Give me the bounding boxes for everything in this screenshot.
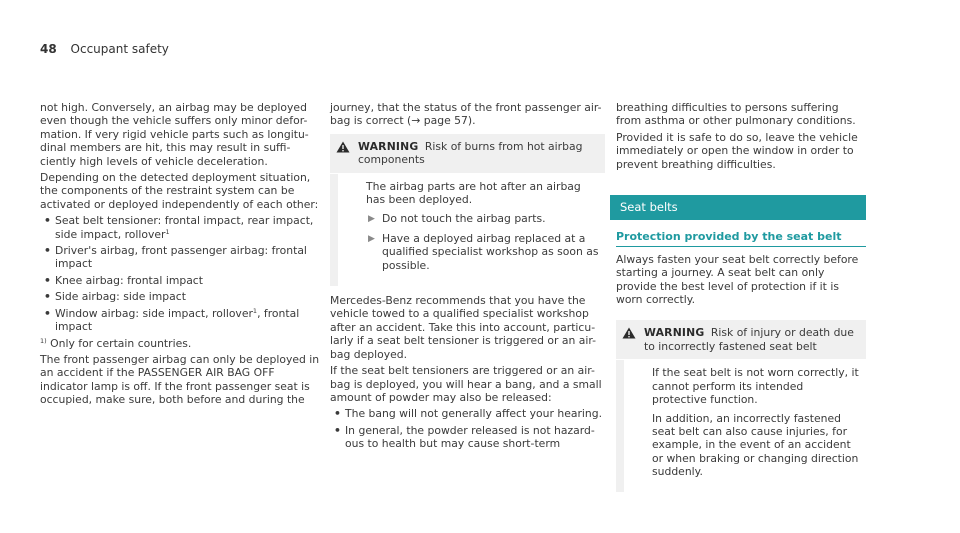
paragraph: not high. Conversely, an airbag may be deployed even though the vehicle suffers only minor defor-mation. If very rigid vehicle parts such as longitu-dinal members are hit, this may result in suffi-ciently high levels of vehicle deceleration. <box>40 101 309 168</box>
warning-title: Risk of burns from hot airbag components <box>358 139 583 167</box>
paragraph: Depending on the detected deployment situation, the components of the restraint system can be activated or deployed independently of each other: <box>40 171 319 211</box>
warning-text: The airbag parts are hot after an airbag has been deployed. <box>366 179 581 207</box>
step-item: ▶ Do not touch the airbag parts. <box>368 212 546 226</box>
page-number: 48 <box>40 42 57 56</box>
footnote: $^{1)}$ Only for certain countries. <box>40 336 192 350</box>
list-item: • In general, the powder released is not hazard-ous to health but may cause short-term <box>334 423 595 451</box>
paragraph: Always fasten your seat belt correctly before starting a journey. A seat belt can only provide the best level of protection if it is worn correctly. <box>616 252 859 307</box>
warning-text: In addition, an incorrectly fastened seat belt can also cause injuries, for example, in the event of an accident or when braking or changing direction suddenly. <box>652 411 859 479</box>
list-item: • The bang will not generally affect your hearing. <box>334 407 603 421</box>
effects-list <box>330 407 605 450</box>
warning-box-seatbelt <box>616 320 866 491</box>
warning-header <box>330 134 605 174</box>
bullet-dot-icon: • <box>44 306 51 320</box>
warning-body <box>330 174 605 286</box>
warning-label: WARNING <box>644 326 705 340</box>
arrow-right-icon: ▶ <box>368 214 375 225</box>
footnote-ref: 1 <box>165 227 170 236</box>
bullet-dot-icon: • <box>44 244 51 258</box>
bullet-dot-icon: • <box>334 423 341 437</box>
warning-body <box>616 360 866 491</box>
section-name: Occupant safety <box>70 42 169 56</box>
bullet-dot-icon: • <box>44 273 51 287</box>
paragraph: breathing difficulties to persons suffering from asthma or other pulmonary conditions. <box>616 101 856 128</box>
column-2 <box>330 101 605 454</box>
warning-triangle-icon <box>622 326 644 353</box>
column-3 <box>616 101 866 500</box>
list-item: • Window airbag: side impact, rollover$^1$, frontal impact <box>44 306 300 334</box>
paragraph: If the seat belt tensioners are triggered or an air-bag is deployed, you will hear a bang, and a small amount of powder may also be released: <box>330 364 602 404</box>
paragraph: Mercedes-Benz recommends that you have the vehicle towed to a qualified specialist workshop after an accident. Take this into account, particu-larly if a seat belt tensioner is triggered or an air-bag deployed. <box>330 294 597 361</box>
paragraph: Provided it is safe to do so, leave the vehicle immediately or open the window in order to prevent breathing difficulties. <box>616 130 858 171</box>
bullet-dot-icon: • <box>44 214 51 228</box>
page-header <box>40 42 169 56</box>
step-item: ▶ Have a deployed airbag replaced at a qualified specialist workshop as soon as possible. <box>368 231 599 272</box>
list-item: • Seat belt tensioner: frontal impact, rear impact, side impact, rollover$^1$ <box>44 214 314 241</box>
bullet-dot-icon: • <box>44 290 51 304</box>
list-item: • Driver's airbag, front passenger airbag: frontal impact <box>44 244 307 271</box>
restraint-list <box>40 214 325 333</box>
warning-box-burns <box>330 134 605 286</box>
warning-title: Risk of injury or death due to incorrectly fastened seat belt <box>644 326 854 353</box>
paragraph: journey, that the status of the front passenger air-bag is correct (→ page 57). <box>330 101 602 128</box>
footnote-ref: 1 <box>252 306 258 315</box>
arrow-right-icon: ▶ <box>368 233 375 244</box>
column-1 <box>40 101 325 410</box>
list-item: • Knee airbag: frontal impact <box>44 273 203 287</box>
footnote-mark: 1) <box>40 336 47 345</box>
warning-triangle-icon <box>336 140 358 167</box>
warning-header <box>616 320 866 360</box>
bullet-dot-icon: • <box>334 407 341 421</box>
warning-steps <box>366 212 599 272</box>
subsection-title: Protection provided by the seat belt <box>616 230 866 246</box>
warning-label: WARNING <box>358 139 419 153</box>
warning-text: If the seat belt is not worn correctly, it cannot perform its intended protective function. <box>652 366 859 407</box>
section-title: Seat belts <box>610 195 866 220</box>
paragraph: The front passenger airbag can only be deployed in an accident if the PASSENGER AIR BAG OFF indicator lamp is off. If the front passenger seat is occupied, make sure, both before and during the <box>40 352 320 407</box>
list-item: • Side airbag: side impact <box>44 290 186 304</box>
